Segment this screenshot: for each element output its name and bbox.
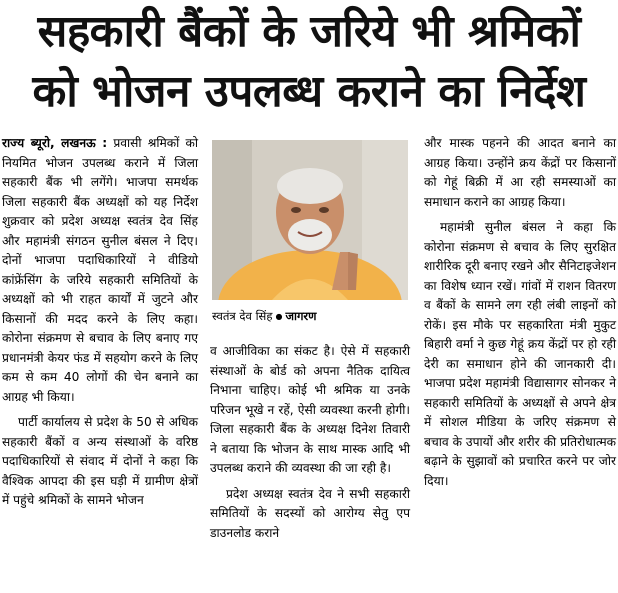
article-column-2	[210, 342, 410, 543]
article-paragraph: प्रदेश अध्यक्ष स्वतंत्र देव ने सभी सहकारी समितियों के सदस्यों को आरोग्य सेतु एप डाउनलोड कराने	[210, 486, 410, 540]
caption-name: स्वतंत्र देव सिंह	[212, 309, 273, 323]
photo-caption	[212, 308, 408, 325]
caption-source: जागरण	[285, 309, 317, 323]
article-paragraph: महामंत्री सुनील बंसल ने कहा कि कोरोना संक्रमण से बचाव के लिए सुरक्षित शारीरिक दूरी बनाए रखने और सैनिटाइजेशन का विशेष ध्यान रखें। गांवों में राशन वितरण व बैंकों के सामने लग रही लंबी लाइनों को रोकें। इस मौके पर सहकारिता मंत्री मुकुट बिहारी वर्मा ने कुछ गेहूं क्रय केंद्रों पर हो रही देरी का समाधान होने की जानकारी दी। भाजपा प्रदेश महामंत्री विद्यासागर सोनकर ने सहकारी समितियों के अध्यक्षों से अपने क्षेत्र में सोशल मीडिया के जरिए संक्रमण से बचाव के उपायों और शरीर की प्रतिरोधात्मक बढ़ाने के सुझावों को प्रचारित करने पर जोर दिया।	[424, 220, 616, 488]
article-column-3	[424, 134, 616, 491]
portrait-image	[212, 140, 408, 300]
article-paragraph: और मास्क पहनने की आदत बनाने का आग्रह किया। उन्होंने क्रय केंद्रों पर किसानों को गेहूं बिक्री में आ रही समस्याओं का समाधान कराने का आग्रह किया।	[424, 136, 616, 209]
article-paragraph: व आजीविका का संकट है। ऐसे में सहकारी संस्थाओं के बोर्ड को अपना नैतिक दायित्व निभाना चाहिए। कोई भी श्रमिक या उनके परिजन भूखे न रहें, ऐसी व्यवस्था करनी होगी। जिला सहकारी बैंक के अध्यक्ष दिनेश तिवारी ने बताया कि भोजन के साथ मास्क आदि भी उपलब्ध कराने की व्यवस्था की जा रही है।	[210, 344, 410, 475]
article-paragraph	[2, 134, 198, 407]
article-column-1	[2, 134, 198, 511]
news-photo	[212, 140, 408, 300]
paragraph-text: प्रवासी श्रमिकों को नियमित भोजन उपलब्ध कराने में जिला सहकारी बैंक भी लगेंगे। भाजपा समर्थक जिला सहकारी बैंक अध्यक्षों को यह निर्देश शुक्रवार को प्रदेश अध्यक्ष स्वतंत्र देव सिंह और महामंत्री संगठन सुनील बंसल ने दिए। दोनों भाजपा पदाधिकारियों ने वीडियो कांफ्रेंसिंग के जरिये सहकारी समितियों के अध्यक्षों को भी राहत कार्यों में जुटने और किसानों की मदद करने के लिए कहा। कोरोना संक्रमण से बचाव के लिए बनाए गए प्रधानमंत्री केयर फंड में सहयोग करने के लिए कम से कम 40 लोगों की चेन बनाने का आग्रह भी किया।	[2, 136, 199, 404]
headline-line-2: को भोजन उपलब्ध कराने का निर्देश	[32, 66, 586, 117]
headline-line-1: सहकारी बैंकों के जरिये भी श्रमिकों	[37, 6, 581, 57]
dateline: राज्य ब्यूरो, लखनऊ :	[2, 136, 108, 150]
caption-separator: ●	[275, 312, 283, 321]
article-paragraph: पार्टी कार्यालय से प्रदेश के 50 से अधिक सहकारी बैंकों व अन्य संस्थाओं के वरिष्ठ पदाधिकारियों से संवाद में दोनों ने कहा कि वैश्विक आपदा की इस घड़ी में ग्रामीण क्षेत्रों में पहुंचे श्रमिकों के सामने भोजन	[2, 415, 198, 507]
